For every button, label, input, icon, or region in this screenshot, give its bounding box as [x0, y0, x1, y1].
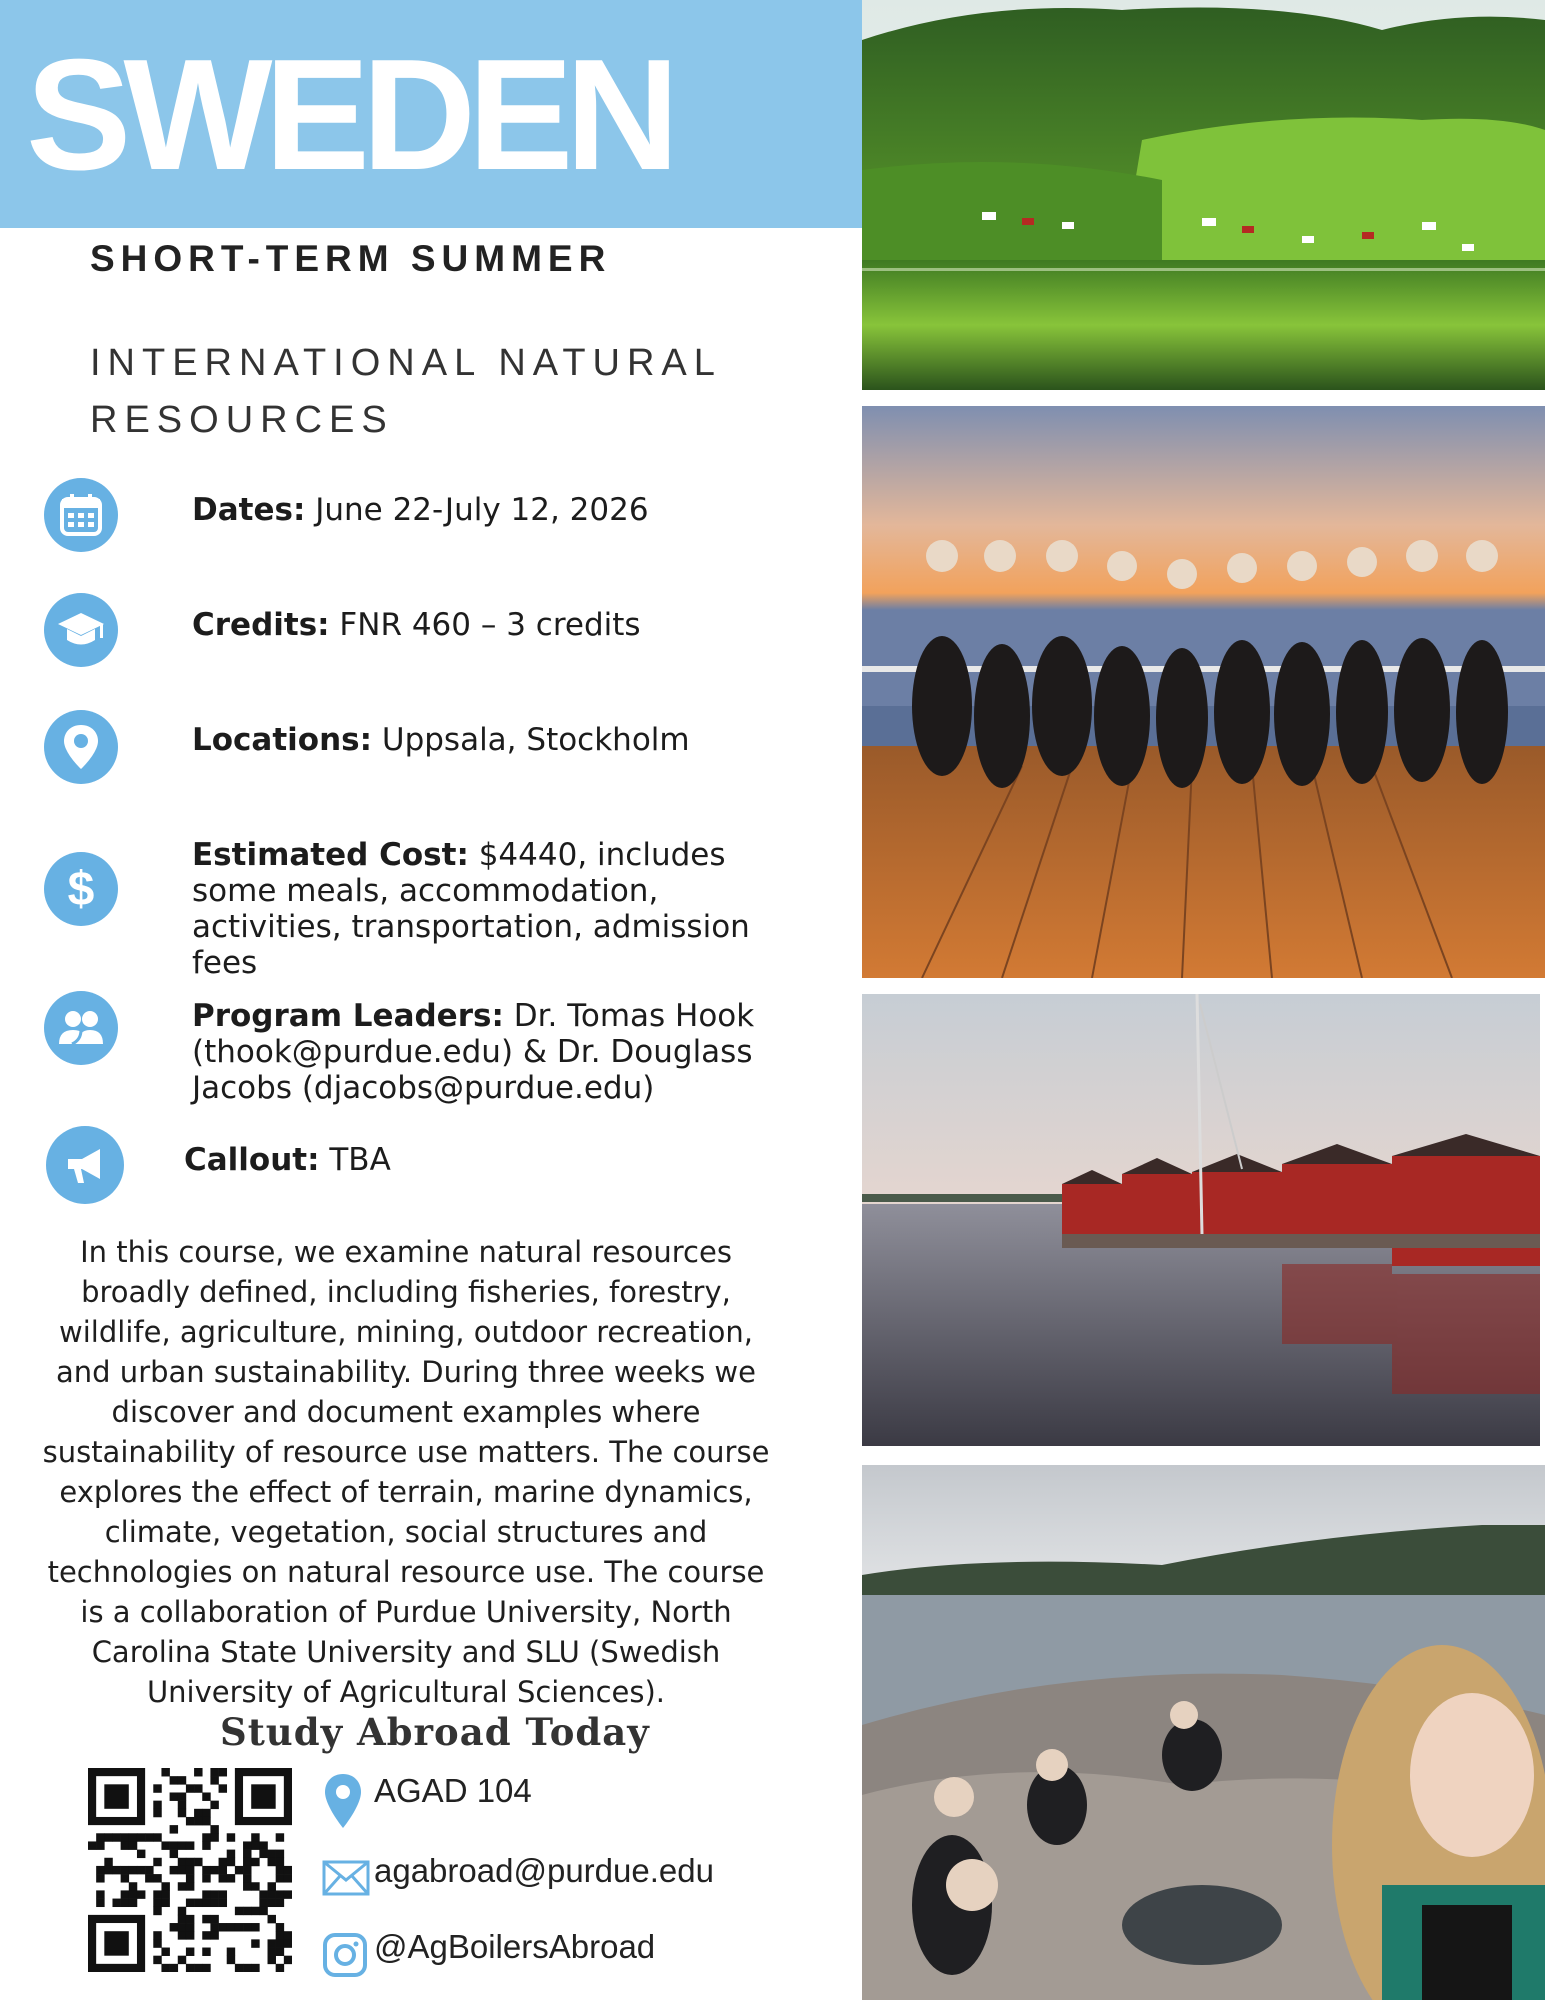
photo-group-on-deck — [862, 406, 1545, 978]
credits-text — [192, 607, 832, 643]
social-handle[interactable]: @AgBoilersAbroad — [374, 1928, 656, 1965]
office-location: AGAD 104 — [374, 1772, 532, 1809]
photo-red-boathouses — [862, 994, 1540, 1446]
callout-label: Callout: — [184, 1142, 320, 1178]
leaders-value: Dr. Tomas Hook (thook@purdue.edu) & Dr. Douglass Jacobs (djacobs@purdue.edu) — [192, 998, 755, 1106]
graduation-cap-icon — [44, 593, 118, 667]
leaders-label: Program Leaders: — [192, 998, 504, 1034]
credits-label: Credits: — [192, 607, 330, 643]
instagram-icon — [322, 1932, 368, 1982]
cta-heading: Study Abroad Today — [220, 1710, 650, 1754]
leaders-text — [192, 998, 862, 1106]
calendar-icon — [44, 478, 118, 552]
locations-text — [192, 722, 832, 758]
credits-value: FNR 460 – 3 credits — [339, 607, 641, 643]
locations-value: Uppsala, Stockholm — [381, 722, 690, 758]
envelope-icon — [322, 1860, 370, 1900]
locations-label: Locations: — [192, 722, 373, 758]
cost-label: Estimated Cost: — [192, 837, 469, 873]
callout-text — [184, 1142, 784, 1178]
people-icon — [44, 991, 118, 1065]
photo-rocky-shore-selfie — [862, 1465, 1545, 2000]
cost-text — [192, 837, 812, 981]
dollar-icon: $ — [44, 852, 118, 926]
dates-label: Dates: — [192, 492, 306, 528]
callout-value: TBA — [329, 1142, 391, 1178]
dates-text — [192, 492, 832, 528]
title-band — [0, 0, 862, 228]
program-type: SHORT-TERM SUMMER — [90, 238, 612, 279]
photo-fjord-landscape — [862, 0, 1545, 390]
map-pin-icon — [322, 1772, 364, 1834]
cost-value: $4440, includes some meals, accommodation, activities, transportation, admission fees — [192, 837, 750, 981]
course-description: In this course, we examine natural resources broadly defined, including fisheries, forestry, wildlife, agriculture, mining, outdoor recreation, and urban sustainability. During three weeks we discover and document examples where sustainability of resource use matters. The course explores the effect of terrain, marine dynamics, climate, vegetation, social structures and technologies on natural resource use. The course is a collaboration of Purdue University, North Carolina State University and SLU (Swedish University of Agricultural Sciences). — [42, 1235, 770, 1709]
email-link[interactable]: agabroad@purdue.edu — [374, 1852, 714, 1889]
page-title: SWEDEN — [26, 27, 672, 203]
megaphone-icon — [46, 1126, 124, 1204]
dates-value: June 22-July 12, 2026 — [315, 492, 649, 528]
program-name: INTERNATIONAL NATURAL RESOURCES — [90, 342, 721, 441]
map-pin-icon — [44, 710, 118, 784]
qr-code[interactable] — [88, 1768, 292, 1972]
